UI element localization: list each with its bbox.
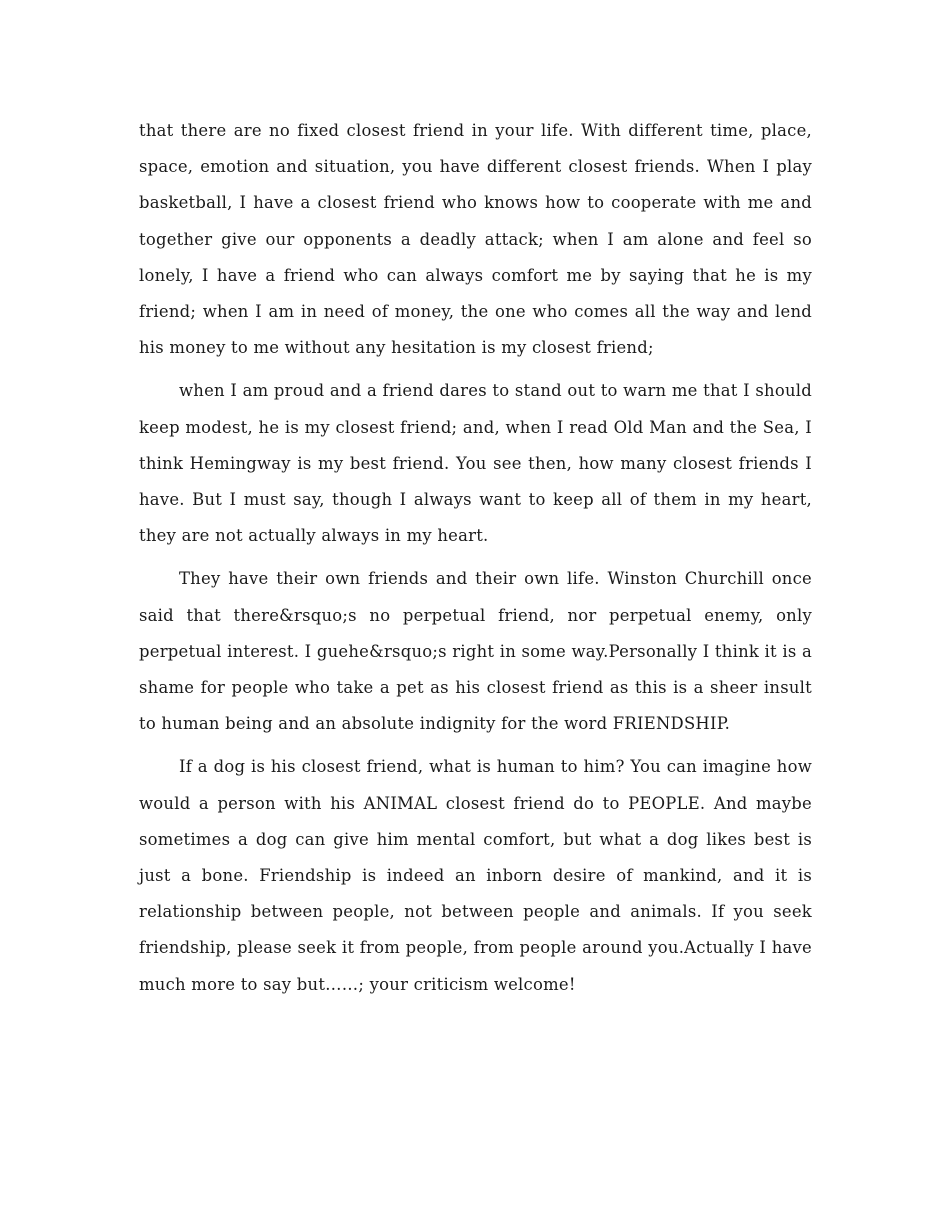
- paragraph-2: when I am proud and a friend dares to stand out to warn me that I should keep modest, he is my closest friend; and, when I read Old Man and the Sea, I think Hemingway is my best friend. You see then, how many closest friends I have. But I must say, though I always want to keep all of them in my heart, they are not actually always in my heart.: [139, 381, 812, 546]
- paragraph-1: that there are no fixed closest friend in your life. With different time, place, space, emotion and situation, you have different closest friends. When I play basketball, I have a closest friend who knows how to cooperate with me and together give our opponents a deadly attack; when I am alone and feel so lonely, I have a friend who can always comfort me by saying that he is my friend; when I am in need of money, the one who comes all the way and lend his money to me without any hesitation is my closest friend;: [139, 121, 812, 358]
- paragraph-4: If a dog is his closest friend, what is human to him? You can imagine how would a person with his ANIMAL closest friend do to PEOPLE. And maybe sometimes a dog can give him mental comfort, but what a dog likes best is just a bone. Friendship is indeed an inborn desire of mankind, and it is relationship between people, not between people and animals. If you seek friendship, please seek it from people, from people around you.Actually I have much more to say but……; your criticism welcome!: [139, 757, 812, 994]
- paragraph-3: They have their own friends and their own life. Winston Churchill once said that there&rsquo;s no perpetual friend, nor perpetual enemy, only perpetual interest. I guehe&rsquo;s right in some way.Personally I think it is a shame for people who take a pet as his closest friend as this is a sheer insult to human being and an absolute indignity for the word FRIENDSHIP.: [139, 569, 812, 734]
- document-body: [139, 113, 812, 1010]
